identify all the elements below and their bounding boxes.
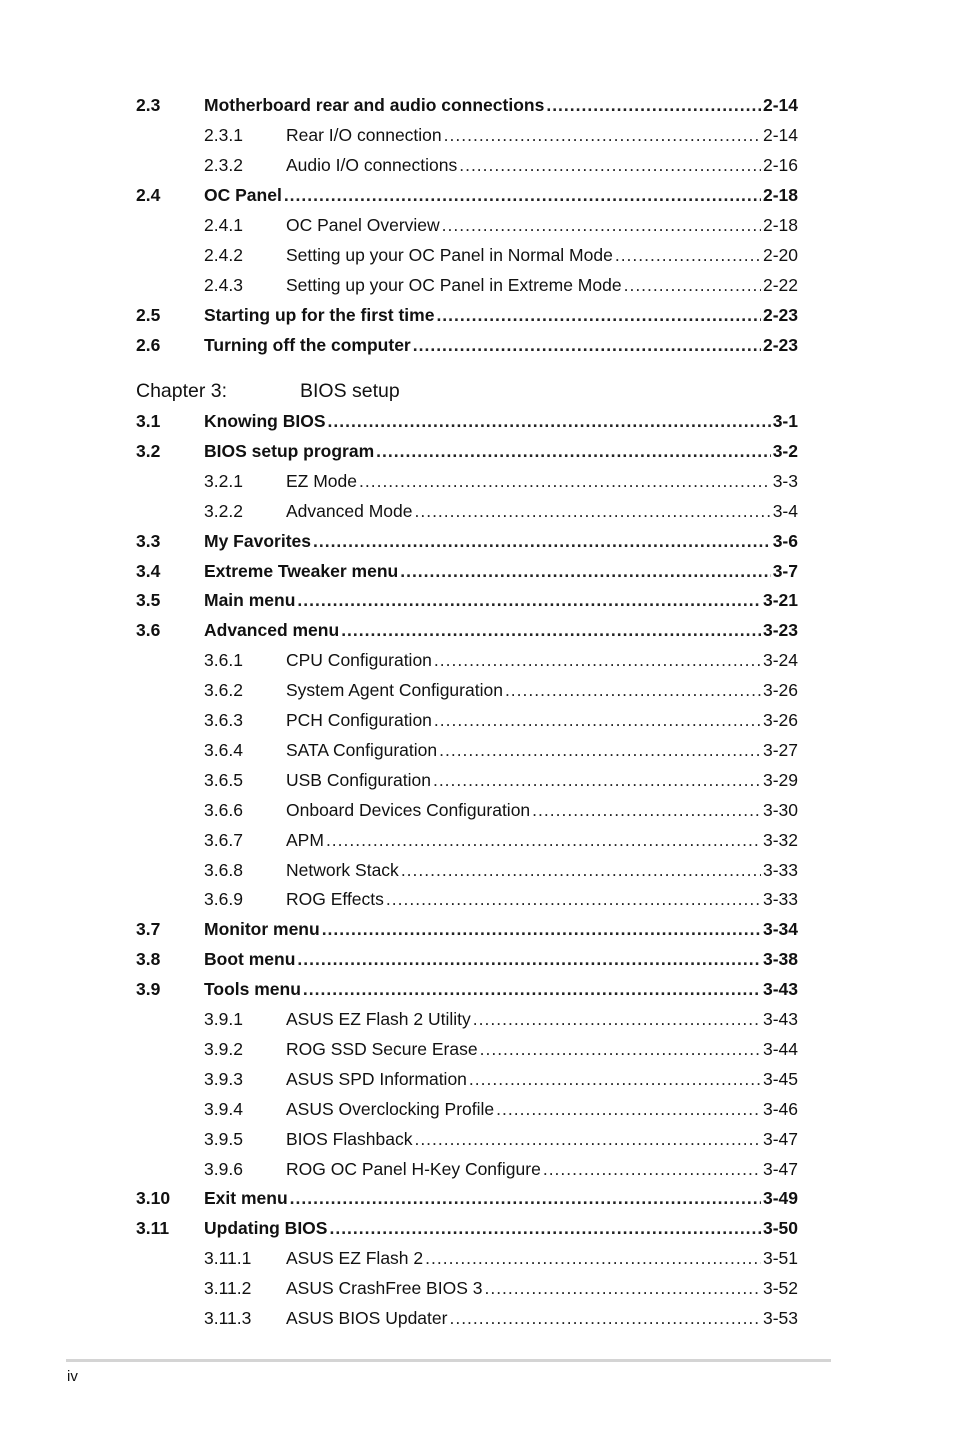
toc-entry-page: 3-51 [762,1248,798,1269]
dot-leader [313,529,771,553]
toc-section-entry[interactable] [136,977,798,1001]
toc-entry-title: Rear I/O connection [286,125,442,145]
toc-subsection-entry[interactable] [136,798,798,822]
toc-entry-page: 3-50 [762,1218,798,1239]
dot-leader [414,499,770,523]
toc-entry-page: 3-21 [762,590,798,611]
toc-subsection-entry[interactable] [136,1276,798,1300]
toc-entry-title: USB Configuration [286,769,431,790]
dot-leader [484,1276,761,1300]
toc-entry-page: 3-33 [762,859,798,880]
toc-section-entry[interactable] [136,333,798,357]
dot-leader [615,243,761,267]
dot-leader [434,708,761,732]
toc-entry-page: 3-2 [772,440,798,461]
toc-subsection-entry[interactable] [136,1067,798,1091]
toc-entry-page: 3-49 [762,1188,798,1209]
toc-entry-title: Exit menu [204,1188,288,1209]
toc-entry-page: 2-23 [762,305,798,325]
toc-entry-number: 3.6.8 [204,859,243,880]
dot-leader [341,618,761,642]
dot-leader [546,93,761,117]
toc-entry-title: SATA Configuration [286,739,438,760]
chapter-label: Chapter 3: [136,380,228,402]
toc-entry-title: ASUS BIOS Updater [286,1308,448,1328]
toc-section-entry[interactable] [136,183,798,207]
toc-entry-page: 3-53 [762,1308,798,1328]
toc-subsection-entry[interactable] [136,1246,798,1270]
dot-leader [459,153,761,177]
toc-section-entry[interactable] [136,917,798,941]
dot-leader [297,588,761,612]
dot-leader [449,1306,761,1330]
toc-subsection-entry[interactable] [136,243,798,267]
dot-leader [496,1097,761,1121]
toc-entry-title: Motherboard rear and audio connections [204,95,545,115]
toc-entry-title: Updating BIOS [204,1218,328,1239]
toc-entry-number: 3.2.2 [204,500,243,521]
toc-entry-page: 3-1 [772,411,798,431]
toc-entry-title: Advanced Mode [286,500,413,521]
dot-leader [376,439,771,463]
toc-section-entry[interactable] [136,93,798,117]
toc-entry-title: OC Panel Overview [286,215,440,235]
toc-entry-title: Audio I/O connections [286,155,458,175]
toc-entry-page: 3-6 [772,530,798,551]
toc-entry-title: System Agent Configuration [286,680,503,701]
toc-entry-number: 2.4.2 [204,245,243,265]
dot-leader [505,678,761,702]
dot-leader [303,977,761,1001]
dot-leader [386,887,761,911]
dot-leader [359,469,771,493]
toc-entry-number: 3.11.1 [204,1248,252,1269]
toc-entry-title: Main menu [204,590,296,611]
toc-entry-title: ASUS CrashFree BIOS 3 [286,1278,483,1299]
toc-entry-title: BIOS setup program [204,440,375,461]
toc-entry-page: 2-16 [762,155,798,175]
toc-entry-title: PCH Configuration [286,710,432,730]
dot-leader [425,1246,761,1270]
toc-entry-number: 3.8 [136,949,161,970]
toc-entry-page: 3-33 [762,889,798,910]
toc-entry-page: 3-46 [762,1098,798,1119]
footer-page-number: iv [67,1368,78,1385]
toc-entry-number: 3.9.6 [204,1158,243,1179]
toc-entry-title: Setting up your OC Panel in Extreme Mode [286,275,622,295]
toc-entry-title: Tools menu [204,979,301,1000]
toc-section-entry[interactable] [136,409,798,433]
toc-entry-number: 3.6.7 [204,829,243,850]
toc-subsection-entry[interactable] [136,887,798,911]
dot-leader [326,828,761,852]
toc-subsection-entry[interactable] [136,858,798,882]
toc-entry-number: 3.9.5 [204,1128,243,1149]
toc-entry-page: 3-23 [762,620,798,641]
dot-leader [442,213,761,237]
toc-section-entry[interactable] [136,303,798,327]
toc-section-entry[interactable] [136,947,798,971]
toc-entry-page: 2-14 [762,125,798,145]
toc-entry-page: 3-43 [762,979,798,1000]
dot-leader [436,303,761,327]
toc-entry-number: 3.1 [136,411,161,431]
toc-entry-title: ASUS SPD Information [286,1068,467,1089]
toc-entry-number: 3.11 [136,1218,170,1239]
toc-entry-number: 2.6 [136,335,161,355]
toc-section-entry[interactable] [136,529,798,553]
dot-leader [284,183,761,207]
toc-entry-number: 3.5 [136,590,161,611]
chapter-title: BIOS setup [300,380,400,402]
dot-leader [414,1127,761,1151]
toc-entry-title: My Favorites [204,530,311,551]
dot-leader [329,1216,761,1240]
toc-subsection-entry[interactable] [136,469,798,493]
toc-section-entry[interactable] [136,588,798,612]
toc-entry-number: 3.6.1 [204,650,243,671]
toc-entry-number: 3.6.6 [204,799,243,820]
toc-entry-title: ASUS EZ Flash 2 [286,1248,424,1269]
toc-subsection-entry[interactable] [136,123,798,147]
toc-section-entry[interactable] [136,439,798,463]
toc-entry-title: ASUS Overclocking Profile [286,1098,495,1119]
dot-leader [543,1157,761,1181]
toc-entry-number: 3.7 [136,919,161,940]
toc-entry-title: Network Stack [286,859,399,880]
dot-leader [328,409,771,433]
dot-leader [290,1186,761,1210]
dot-leader [624,273,761,297]
toc-entry-page: 3-7 [772,560,798,581]
toc-entry-number: 3.9 [136,979,161,1000]
toc-entry-page: 3-30 [762,799,798,820]
toc-subsection-entry[interactable] [136,738,798,762]
footer-divider [66,1359,831,1362]
toc-entry-page: 2-18 [762,215,798,235]
dot-leader [444,123,761,147]
toc-entry-title: APM [286,829,324,850]
toc-entry-number: 3.6.2 [204,680,243,701]
toc-section-entry[interactable] [136,1186,798,1210]
toc-entry-page: 3-45 [762,1068,798,1089]
toc-entry-number: 2.4.3 [204,275,243,295]
dot-leader [297,947,761,971]
dot-leader [532,798,761,822]
dot-leader [400,559,770,583]
toc-entry-page: 2-14 [762,95,798,115]
toc-subsection-entry[interactable] [136,499,798,523]
dot-leader [469,1067,761,1091]
dot-leader [473,1007,761,1031]
toc-entry-page: 3-32 [762,829,798,850]
toc-entry-page: 2-23 [762,335,798,355]
toc-entry-number: 3.2 [136,440,161,461]
toc-entry-page: 2-18 [762,185,798,205]
toc-entry-title: ROG SSD Secure Erase [286,1038,478,1059]
dot-leader [439,738,761,762]
toc-entry-page: 3-34 [762,919,798,940]
toc-subsection-entry[interactable] [136,1097,798,1121]
toc-entry-page: 3-52 [762,1278,798,1299]
toc-entry-page: 3-47 [762,1128,798,1149]
toc-entry-number: 2.5 [136,305,161,325]
toc-entry-number: 2.4.1 [204,215,243,235]
toc-entry-page: 3-24 [762,650,798,671]
toc-subsection-entry[interactable] [136,273,798,297]
toc-entry-title: BIOS Flashback [286,1128,413,1149]
toc-entry-page: 3-26 [762,710,798,730]
toc-entry-number: 3.9.2 [204,1038,243,1059]
toc-entry-number: 3.4 [136,560,161,581]
toc-entry-page: 3-26 [762,680,798,701]
toc-entry-number: 3.9.4 [204,1098,243,1119]
toc-entry-number: 3.3 [136,530,161,551]
toc-entry-number: 3.10 [136,1188,171,1209]
toc-subsection-entry[interactable] [136,213,798,237]
toc-entry-title: ROG OC Panel H-Key Configure [286,1158,541,1179]
toc-entry-title: CPU Configuration [286,650,432,671]
toc-entry-title: Turning off the computer [204,335,411,355]
dot-leader [434,648,761,672]
toc-entry-number: 2.3.1 [204,125,243,145]
toc-entry-page: 2-22 [762,275,798,295]
toc-entry-page: 3-29 [762,769,798,790]
toc-subsection-entry[interactable] [136,153,798,177]
toc-entry-title: ASUS EZ Flash 2 Utility [286,1009,471,1029]
toc-entry-title: Monitor menu [204,919,320,940]
toc-entry-number: 3.6.5 [204,769,243,790]
toc-entry-page: 3-4 [772,500,798,521]
toc-entry-page: 2-20 [762,245,798,265]
toc-entry-number: 3.6.3 [204,710,243,730]
toc-entry-page: 3-3 [772,470,798,491]
toc-subsection-entry[interactable] [136,1007,798,1031]
dot-leader [433,768,761,792]
toc-subsection-entry[interactable] [136,1127,798,1151]
toc-section-entry[interactable] [136,559,798,583]
dot-leader [480,1037,761,1061]
toc-entry-page: 3-47 [762,1158,798,1179]
toc-entry-number: 2.4 [136,185,161,205]
toc-entry-title: Onboard Devices Configuration [286,799,531,820]
toc-entry-number: 3.9.1 [204,1009,243,1029]
toc-entry-title: Starting up for the first time [204,305,435,325]
toc-entry-number: 3.6.4 [204,739,243,760]
toc-section-entry[interactable] [136,1216,798,1240]
dot-leader [322,917,761,941]
toc-subsection-entry[interactable] [136,1037,798,1061]
toc-entry-number: 3.2.1 [204,470,243,491]
toc-entry-title: Advanced menu [204,620,340,641]
toc-entry-title: Setting up your OC Panel in Normal Mode [286,245,613,265]
dot-leader [413,333,761,357]
toc-entry-page: 3-43 [762,1009,798,1029]
toc-entry-page: 3-44 [762,1038,798,1059]
toc-entry-page: 3-38 [762,949,798,970]
toc-subsection-entry[interactable] [136,648,798,672]
toc-subsection-entry[interactable] [136,768,798,792]
toc-entry-page: 3-27 [762,739,798,760]
toc-entry-number: 3.9.3 [204,1068,243,1089]
toc-entry-number: 3.6.9 [204,889,243,910]
toc-subsection-entry[interactable] [136,708,798,732]
toc-entry-number: 3.6 [136,620,161,641]
toc-section-entry[interactable] [136,618,798,642]
toc-entry-number: 3.11.3 [204,1308,252,1328]
toc-entry-number: 2.3.2 [204,155,243,175]
toc-subsection-entry[interactable] [136,678,798,702]
toc-subsection-entry[interactable] [136,1157,798,1181]
dot-leader [401,858,761,882]
toc-entry-title: EZ Mode [286,470,357,491]
toc-entry-number: 3.11.2 [204,1278,252,1299]
toc-subsection-entry[interactable] [136,1306,798,1330]
toc-entry-title: Knowing BIOS [204,411,326,431]
toc-entry-title: OC Panel [204,185,282,205]
toc-entry-title: Extreme Tweaker menu [204,560,399,581]
toc-entry-title: Boot menu [204,949,296,970]
toc-entry-number: 2.3 [136,95,161,115]
toc-entry-title: ROG Effects [286,889,384,910]
toc-subsection-entry[interactable] [136,828,798,852]
